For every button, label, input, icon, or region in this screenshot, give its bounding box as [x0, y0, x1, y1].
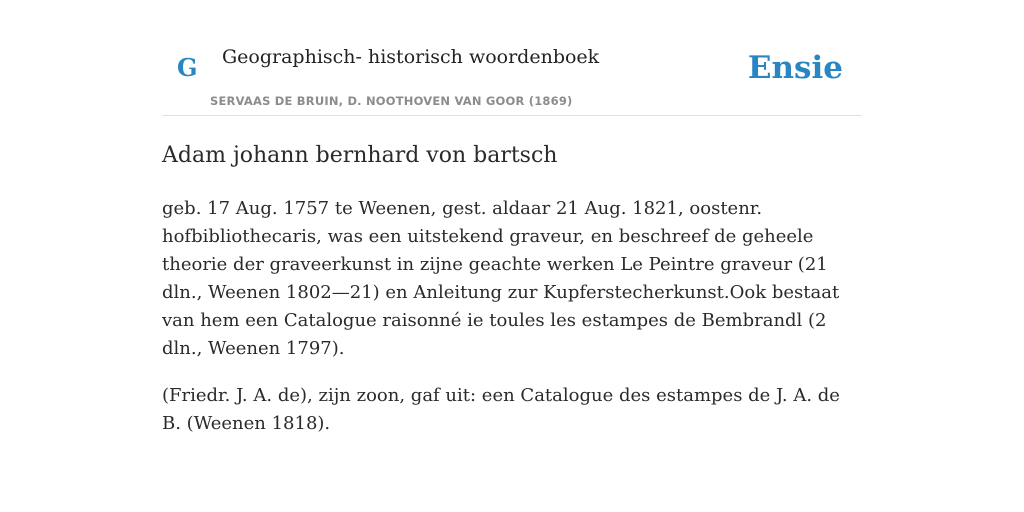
entry-title: Adam johann bernhard von bartsch — [162, 143, 558, 168]
dictionary-title-link[interactable]: Geographisch- historisch woordenboek — [222, 46, 600, 68]
entry-paragraph-1: geb. 17 Aug. 1757 te Weenen, gest. aldaar 21 Aug. 1821, oostenr. hofbibliothecaris, was een uitstekend graveur, en beschreef de geheele theorie der graveerkunst in zijne geachte werken Le Peintre graveur (21 dln., Weenen 1802—21) en Anleitung zur Kupferstecherkunst.Ook bestaat van hem een Catalogue raisonné ie toules les estampes de Bembrandl (2 dln., Weenen 1797). — [162, 197, 840, 359]
content-container — [162, 0, 862, 438]
page-header — [162, 0, 862, 116]
entry-paragraph-2: (Friedr. J. A. de), zijn zoon, gaf uit: een Catalogue des estampes de J. A. de B. (Weenen 1818). — [162, 384, 840, 434]
ensie-logo[interactable]: Ensie — [747, 50, 843, 86]
dictionary-authors: SERVAAS DE BRUIN, D. NOOTHOVEN VAN GOOR (1869) — [210, 94, 573, 108]
dictionary-logo-letter[interactable]: G — [177, 53, 198, 82]
